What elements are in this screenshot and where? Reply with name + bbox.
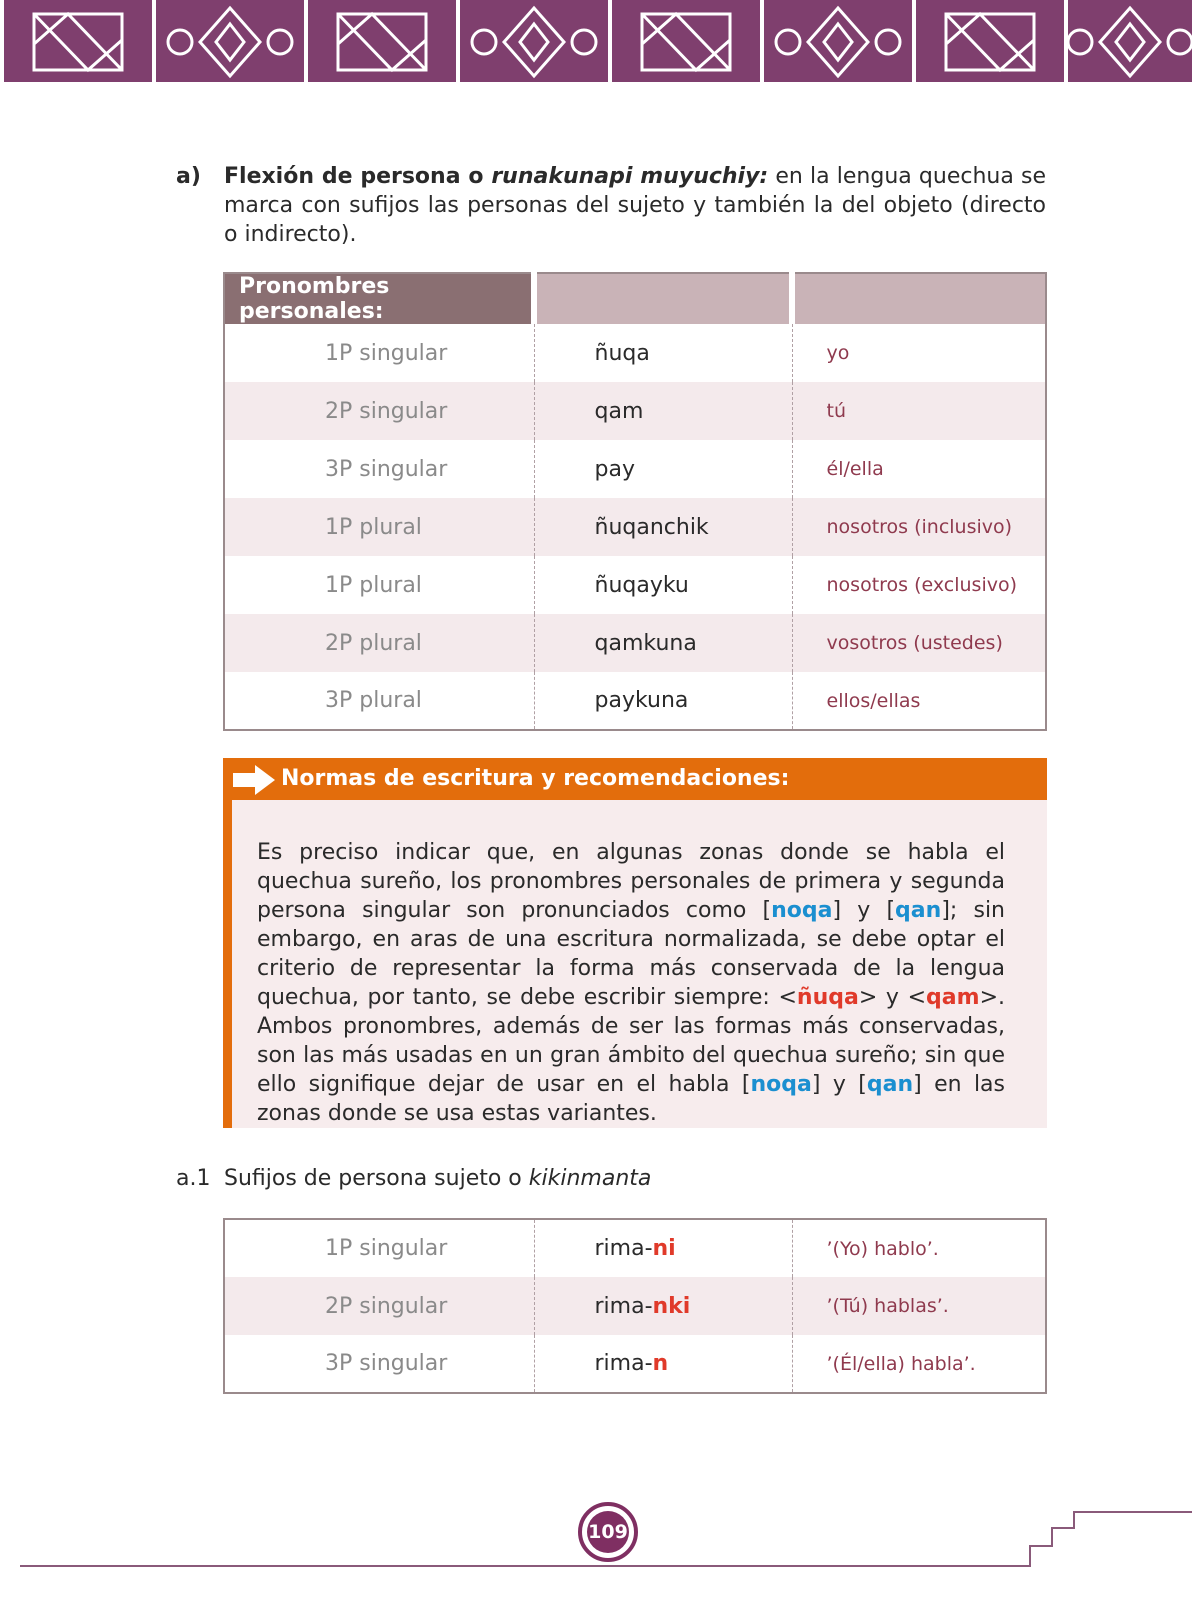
norms-title: Normas de escritura y recomendaciones:: [281, 766, 790, 791]
norms-text: ] y [: [811, 1072, 867, 1097]
section-term: runakunapi muyuchiy:: [491, 164, 769, 189]
person-cell: 1P plural: [325, 572, 422, 598]
spanish-cell: tú: [792, 382, 1046, 440]
stem: rima-: [594, 1236, 653, 1261]
section-a-paragraph: [176, 162, 1046, 249]
term-noqa: noqa: [750, 1072, 812, 1097]
section-body: en la lengua quechua se marca con sufijos las personas del sujeto y también la del objeto (directo o indirecto).: [224, 164, 1046, 247]
page-number-badge: [578, 1502, 638, 1562]
form-cell: [534, 1219, 792, 1277]
person-cell: 2P singular: [224, 1277, 534, 1335]
spanish-cell: nosotros (inclusivo): [792, 498, 1046, 556]
arrow-right-icon: [231, 764, 277, 796]
term-nuqa: ñuqa: [796, 985, 859, 1010]
table-row: [224, 498, 1046, 556]
form-cell: [534, 1335, 792, 1393]
quechua-cell: ñuqayku: [534, 556, 792, 614]
quechua-cell: qamkuna: [534, 614, 792, 672]
table-row: [224, 556, 1046, 614]
section-title: Sufijos de persona sujeto o: [224, 1166, 529, 1191]
section-title-term: kikinmanta: [528, 1166, 652, 1191]
section-a1-heading: [176, 1166, 651, 1191]
quechua-cell: ñuqa: [534, 324, 792, 382]
norms-text: ]; sin embargo, en aras de una escritura normalizada, se debe optar el criterio de representar la forma más conservada de la lengua quechua, por tanto, se debe escribir siempre: <: [257, 898, 1005, 1010]
section-marker: a): [176, 164, 201, 189]
pronouns-table: [223, 272, 1047, 731]
person-cell: 2P plural: [224, 614, 534, 672]
stem: rima-: [594, 1351, 653, 1376]
gloss-cell: ’(Tú) hablas’.: [792, 1277, 1046, 1335]
table-header-row: [224, 273, 1046, 324]
norms-body: [257, 838, 1005, 1128]
quechua-cell: ñuqanchik: [534, 498, 792, 556]
spanish-cell: ellos/ellas: [826, 689, 921, 712]
norms-text: ] y [: [832, 898, 896, 923]
person-cell: 3P singular: [325, 1351, 448, 1376]
section-lead: Flexión de persona o: [224, 164, 492, 189]
stem: rima-: [594, 1293, 653, 1319]
quechua-cell: pay: [534, 440, 792, 498]
suffix-table: [223, 1218, 1047, 1394]
person-cell: 1P singular: [325, 340, 448, 366]
norms-text: ] en las zonas donde se usa estas variantes.: [257, 1072, 1006, 1126]
page-number: 109: [587, 1511, 629, 1553]
table-header: Pronombres personales:: [224, 273, 534, 324]
term-qam: qam: [926, 985, 980, 1010]
person-cell: 1P singular: [325, 1236, 448, 1261]
term-qan: qan: [895, 898, 942, 923]
table-row: [224, 614, 1046, 672]
table-row: [224, 440, 1046, 498]
table-row: [224, 1219, 1046, 1277]
table-header-blank: [534, 273, 792, 324]
table-row: [224, 382, 1046, 440]
suffix: nki: [652, 1293, 691, 1319]
suffix: n: [652, 1351, 669, 1376]
decorative-banner: [0, 0, 1192, 84]
spanish-cell: vosotros (ustedes): [792, 614, 1046, 672]
suffix: ni: [652, 1236, 676, 1261]
table-row: [224, 324, 1046, 382]
textile-pattern-icon: [0, 0, 1192, 84]
term-qan: qan: [866, 1072, 914, 1097]
norms-accent-bar: [223, 758, 232, 1128]
spanish-cell: yo: [826, 342, 850, 364]
norms-text: > y <: [858, 985, 927, 1010]
gloss-cell: ’(Yo) hablo’.: [826, 1237, 939, 1260]
norms-text: >. Ambos pronombres, además de ser las formas más conservadas, son las más usadas en un gran ámbito del quechua sureño; sin que ello signifique dejar de usar en el habla [: [257, 985, 1005, 1097]
person-cell: 3P singular: [325, 456, 448, 482]
spanish-cell: él/ella: [826, 458, 884, 480]
table-row: [224, 1335, 1046, 1393]
norms-text: Es preciso indicar que, en algunas zonas donde se habla el quechua sureño, los pronombres personales de primera y segunda persona singular son pronunciados como [: [257, 840, 1005, 923]
section-number: a.1: [176, 1166, 211, 1191]
gloss-cell: ’(Él/ella) habla’.: [826, 1352, 976, 1375]
person-cell: 1P plural: [224, 498, 534, 556]
person-cell: 3P plural: [325, 688, 422, 713]
table-row: [224, 672, 1046, 730]
quechua-cell: paykuna: [534, 672, 792, 730]
table-row: [224, 1277, 1046, 1335]
norms-box: [223, 758, 1047, 1128]
quechua-cell: qam: [534, 382, 792, 440]
form-cell: [534, 1277, 792, 1335]
person-cell: 2P singular: [224, 382, 534, 440]
spanish-cell: nosotros (exclusivo): [826, 574, 1018, 596]
term-noqa: noqa: [771, 898, 833, 923]
table-header-blank: [792, 273, 1046, 324]
